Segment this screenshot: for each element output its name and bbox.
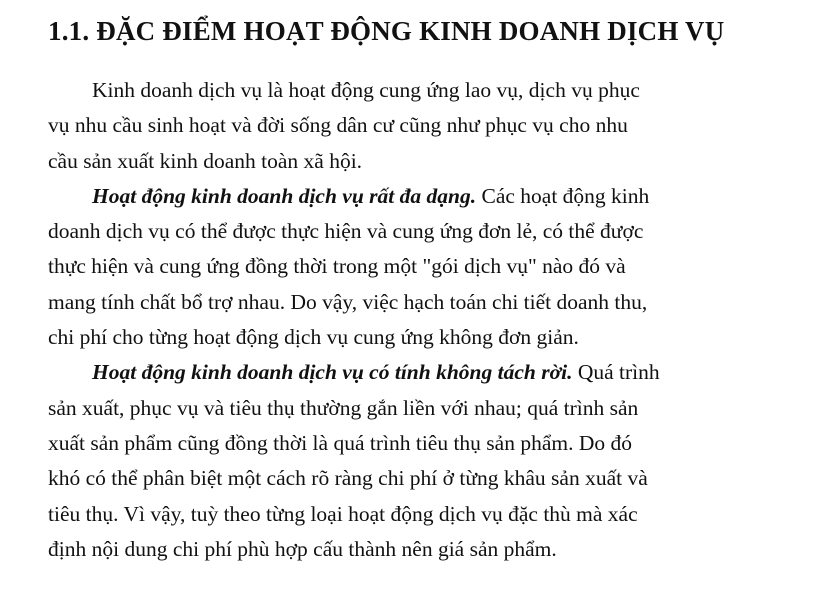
paragraph-2-line-3: thực hiện và cung ứng đồng thời trong một "gói dịch vụ" nào đó và bbox=[48, 254, 626, 279]
paragraph-3-line-6: định nội dung chi phí phù hợp cấu thành nên giá sản phẩm. bbox=[48, 536, 557, 561]
paragraph-2-line-5: chi phí cho từng hoạt động dịch vụ cung ứng không đơn giản. bbox=[48, 325, 579, 350]
paragraph-2-line-4: mang tính chất bổ trợ nhau. Do vậy, việc hạch toán chi tiết doanh thu, bbox=[48, 289, 648, 314]
body-text bbox=[48, 73, 798, 567]
paragraph-2-lead-rest: Các hoạt động kinh bbox=[476, 183, 650, 208]
paragraph-3-line-2: sản xuất, phục vụ và tiêu thụ thường gắn liền với nhau; quá trình sản bbox=[48, 395, 639, 420]
paragraph-3-line-4: khó có thể phân biệt một cách rõ ràng chi phí ở từng khâu sản xuất và bbox=[48, 466, 648, 491]
paragraph-1-line-3: cầu sản xuất kinh doanh toàn xã hội. bbox=[48, 148, 363, 173]
paragraph-1-line-1: Kinh doanh dịch vụ là hoạt động cung ứng lao vụ, dịch vụ phục bbox=[92, 78, 640, 102]
paragraph-2-line-2: doanh dịch vụ có thể được thực hiện và cung ứng đơn lẻ, có thể được bbox=[48, 219, 644, 244]
paragraph-2-lead: Hoạt động kinh doanh dịch vụ rất đa dạng. bbox=[92, 183, 477, 208]
paragraph-3-line-1 bbox=[48, 355, 798, 390]
paragraph-3-lead-rest: Quá trình bbox=[572, 360, 660, 385]
paragraph-3-line-5: tiêu thụ. Vì vậy, tuỳ theo từng loại hoạt động dịch vụ đặc thù mà xác bbox=[48, 501, 638, 526]
section-heading: 1.1. ĐẶC ĐIỂM HOẠT ĐỘNG KINH DOANH DỊCH VỤ bbox=[48, 16, 725, 46]
paragraph-3-line-3: xuất sản phẩm cũng đồng thời là quá trình tiêu thụ sản phẩm. Do đó bbox=[48, 430, 633, 455]
paragraph-1-line-2: vụ nhu cầu sinh hoạt và đời sống dân cư cũng như phục vụ cho nhu bbox=[48, 113, 628, 138]
paragraph-3-lead: Hoạt động kinh doanh dịch vụ có tính không tách rời. bbox=[92, 360, 573, 385]
paragraph-2-line-1 bbox=[48, 179, 798, 214]
